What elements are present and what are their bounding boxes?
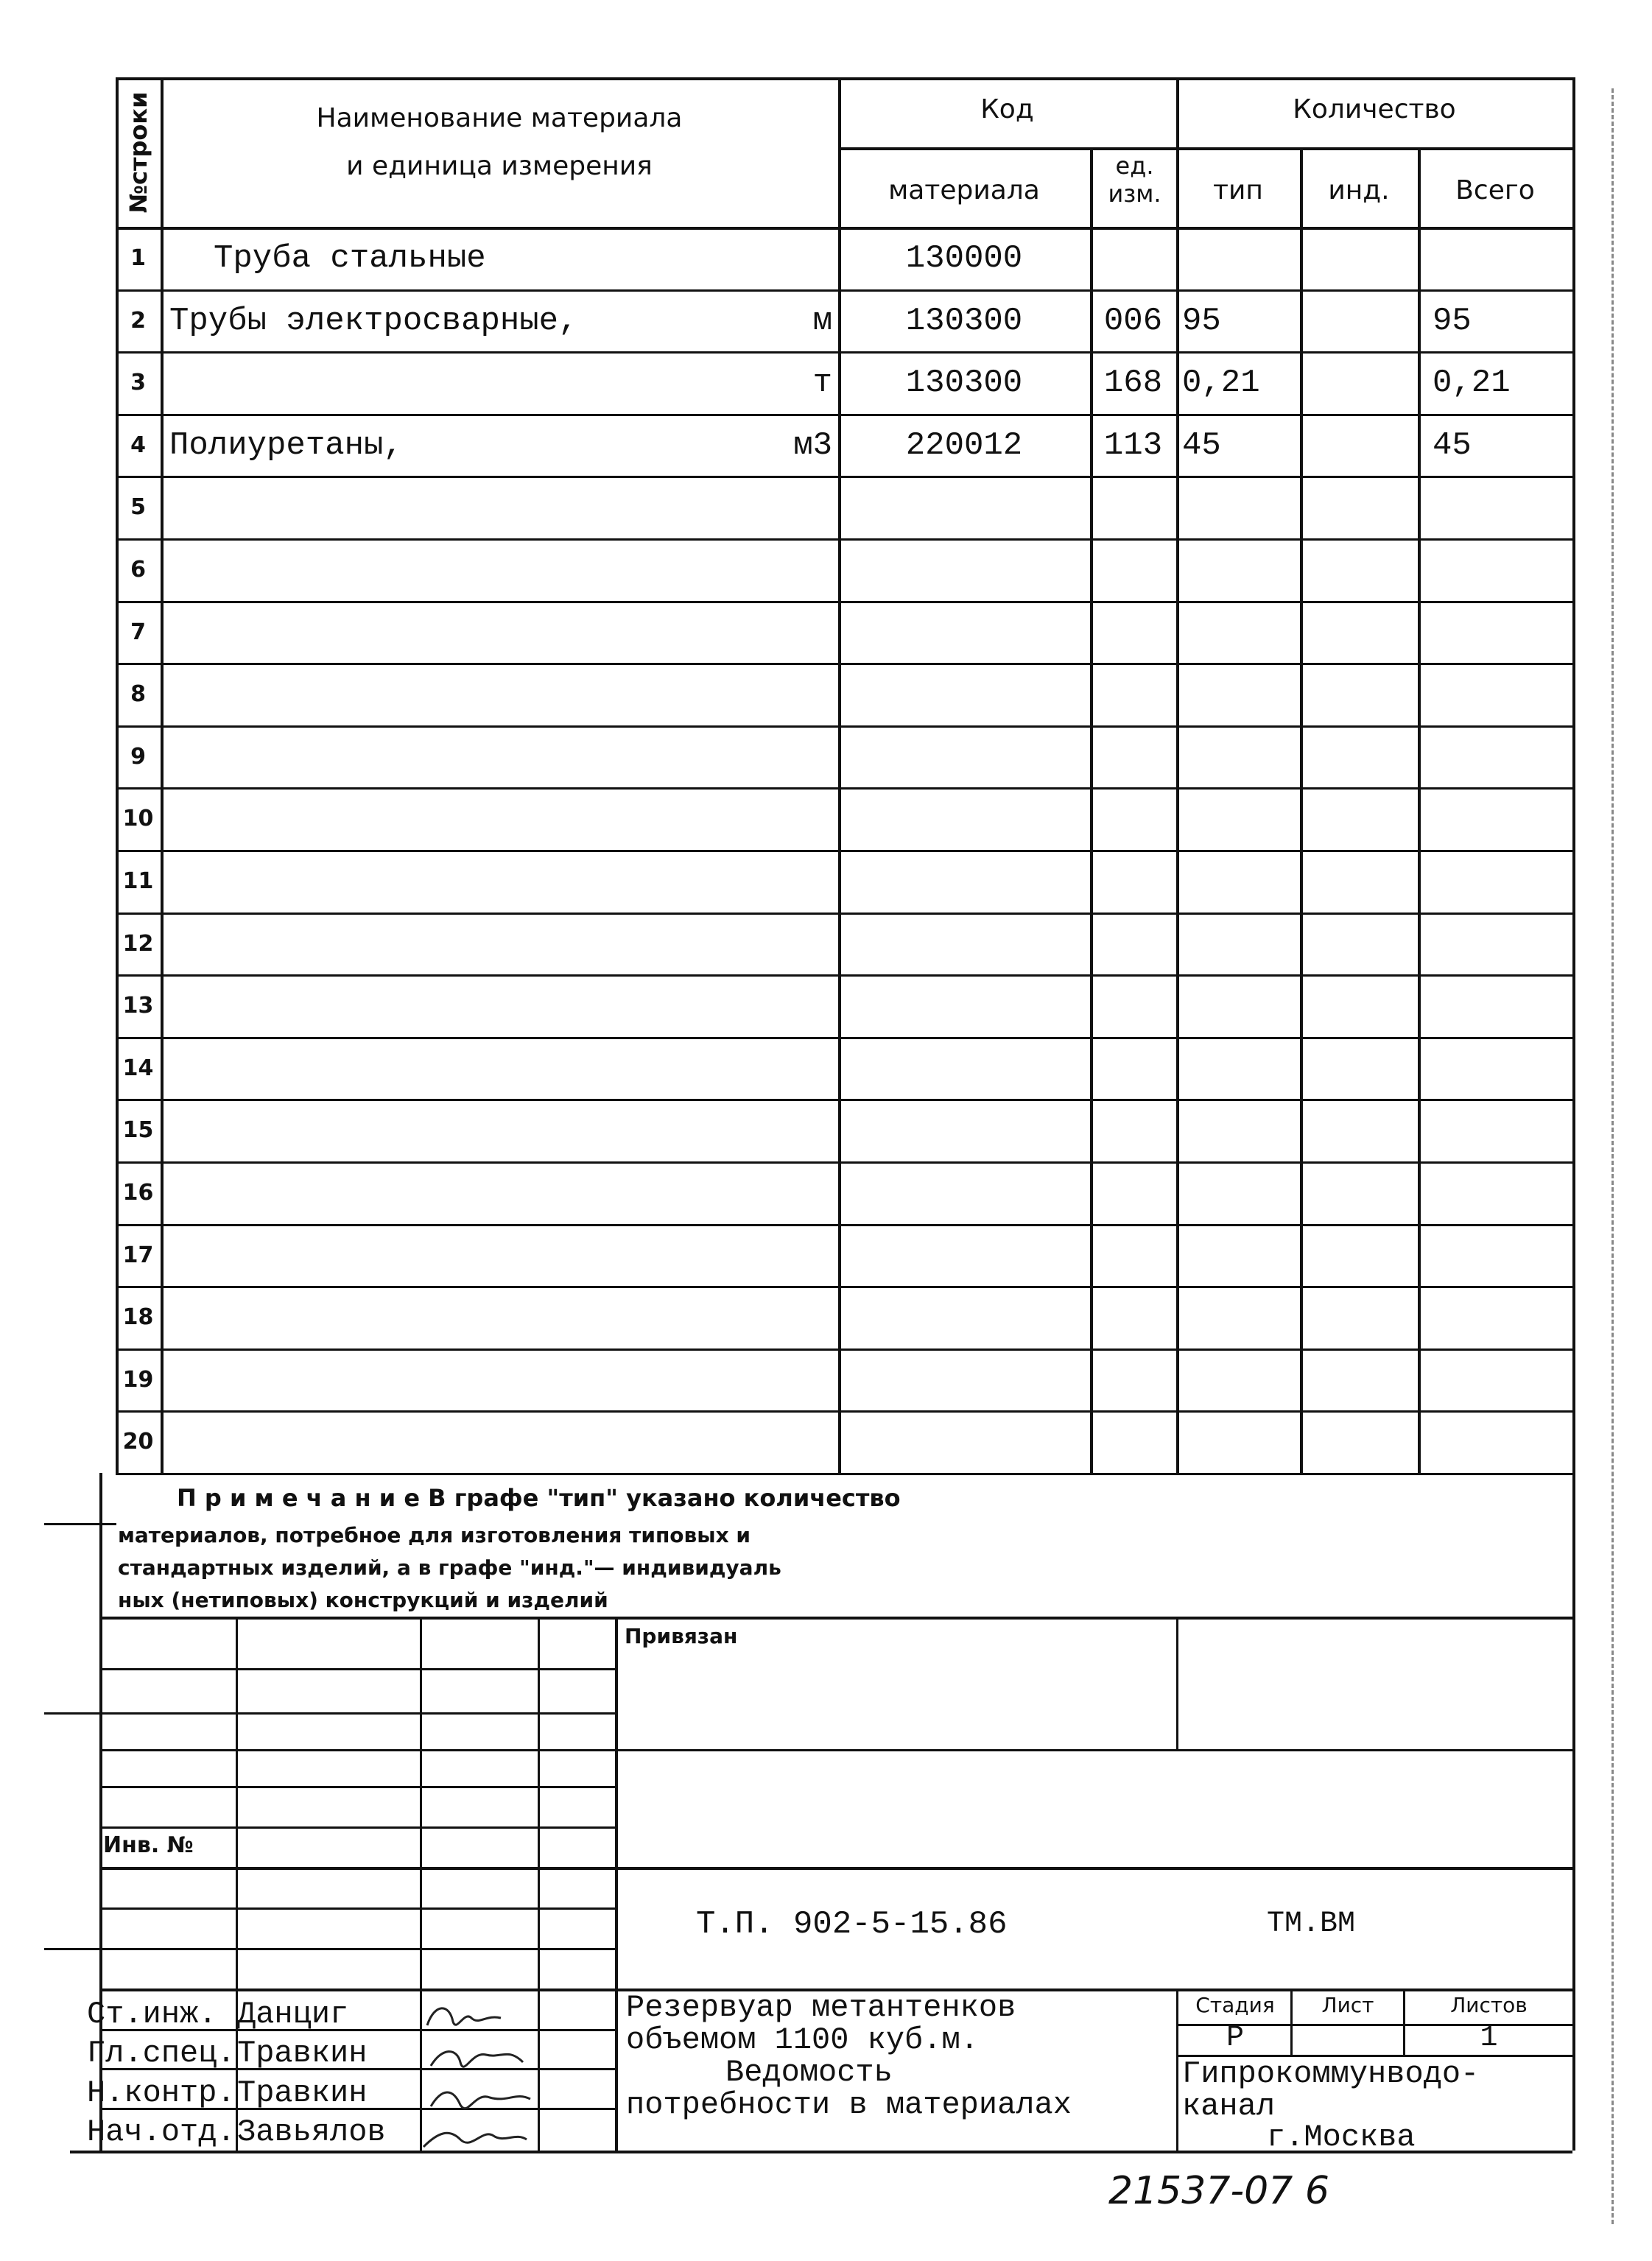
org-line-2: канал — [1182, 2089, 1276, 2124]
qty-ind-header: инд. — [1328, 175, 1390, 205]
signatures-scribble — [420, 1989, 552, 2165]
name-header-line2: и единица измерения — [346, 151, 653, 181]
cell-ucode: 006 — [1103, 302, 1163, 340]
cell-no: 11 — [122, 868, 154, 894]
signer-role: Н.контр. — [87, 2075, 236, 2111]
inventory-number-label: Инв. № — [103, 1832, 194, 1858]
cell-unit: м — [812, 302, 832, 340]
doc-code: Т.П. 902-5-15.86 — [696, 1906, 1008, 1943]
cell-code: 130300 — [905, 302, 1023, 340]
note-line-2: материалов, потребное для изготовления типовых и — [118, 1523, 751, 1547]
cell-no: 12 — [122, 930, 154, 957]
signer-name: Завьялов — [237, 2114, 386, 2150]
cell-type: 45 — [1182, 426, 1221, 464]
cell-no: 4 — [130, 432, 146, 458]
stage-label: Стадия — [1195, 1993, 1275, 2017]
qty-type-header: тип — [1213, 175, 1263, 205]
cell-name: Полиуретаны, — [169, 426, 403, 464]
qty-total-header: Всего — [1455, 175, 1535, 205]
cell-ucode: 113 — [1103, 426, 1163, 464]
cell-unit: т — [812, 365, 832, 402]
signer-role: Ст.инж. — [87, 1997, 217, 2032]
signer-role: Гл.спец. — [87, 2036, 236, 2071]
cell-no: 7 — [130, 619, 146, 645]
cell-total: 0,21 — [1433, 365, 1511, 402]
org-line-3: г.Москва — [1267, 2120, 1416, 2155]
row-number-header: №строки — [124, 91, 152, 214]
cell-no: 3 — [130, 370, 146, 396]
doc-mark: ТМ.ВМ — [1267, 1907, 1356, 1941]
cell-no: 15 — [122, 1117, 154, 1144]
org-line-1: Гипрокоммунводо- — [1182, 2056, 1480, 2092]
code-unit-header: ед. изм. — [1108, 152, 1161, 208]
code-group-header: Код — [980, 94, 1034, 124]
note-line-3: стандартных изделий, а в графе "инд."— индивидуаль — [118, 1555, 781, 1580]
privyazan-label: Привязан — [625, 1624, 738, 1648]
cell-name: Трубы электросварные, — [169, 302, 578, 340]
title-line-3: Ведомость — [725, 2055, 893, 2090]
sheets-label: Листов — [1450, 1993, 1528, 2017]
cell-type: 95 — [1182, 302, 1221, 340]
margin-dashed-line — [1611, 88, 1614, 2224]
note-line-1: П р и м е ч а н и е В графе "тип" указано количество — [177, 1484, 901, 1512]
cell-no: 1 — [130, 245, 146, 271]
cell-no: 13 — [122, 993, 154, 1019]
title-line-1: Резервуар метантенков — [626, 1990, 1016, 2025]
name-header-line1: Наименование материала — [316, 103, 683, 133]
cell-no: 18 — [122, 1304, 154, 1331]
qty-group-header: Количество — [1293, 94, 1456, 124]
sheet-label: Лист — [1321, 1993, 1374, 2017]
cell-no: 20 — [122, 1429, 154, 1455]
title-line-2: объемом 1100 куб.м. — [626, 2022, 979, 2058]
stage-value: Р — [1226, 2022, 1244, 2055]
cell-no: 5 — [130, 494, 146, 521]
cell-unit: м3 — [793, 426, 832, 464]
margin-tick — [44, 1523, 116, 1525]
footer-number: 21537-07 6 — [1108, 2169, 1329, 2213]
cell-code: 220012 — [905, 426, 1023, 464]
cell-no: 19 — [122, 1366, 154, 1393]
code-material-header: материала — [888, 175, 1040, 205]
cell-code: 130300 — [905, 365, 1023, 402]
cell-total: 45 — [1433, 426, 1472, 464]
signer-role: Нач.отд. — [87, 2114, 236, 2150]
title-line-4: потребности в материалах — [626, 2087, 1072, 2123]
signer-name: Данциг — [237, 1997, 349, 2032]
cell-no: 8 — [130, 681, 146, 708]
cell-name: Труба стальные — [214, 240, 486, 277]
signer-name: Травкин — [237, 2036, 368, 2071]
cell-no: 9 — [130, 743, 146, 770]
cell-no: 6 — [130, 557, 146, 583]
cell-no: 17 — [122, 1242, 154, 1268]
cell-no: 14 — [122, 1055, 154, 1081]
cell-ucode: 168 — [1103, 365, 1163, 402]
cell-type: 0,21 — [1182, 365, 1260, 402]
cell-code: 130000 — [905, 240, 1023, 277]
cell-no: 10 — [122, 806, 154, 832]
note-line-4: ных (нетиповых) конструкций и изделий — [118, 1588, 608, 1612]
cell-no: 16 — [122, 1180, 154, 1206]
sheets-value: 1 — [1480, 2022, 1498, 2055]
cell-no: 2 — [130, 307, 146, 334]
cell-total: 95 — [1433, 302, 1472, 340]
signer-name: Травкин — [237, 2075, 368, 2111]
